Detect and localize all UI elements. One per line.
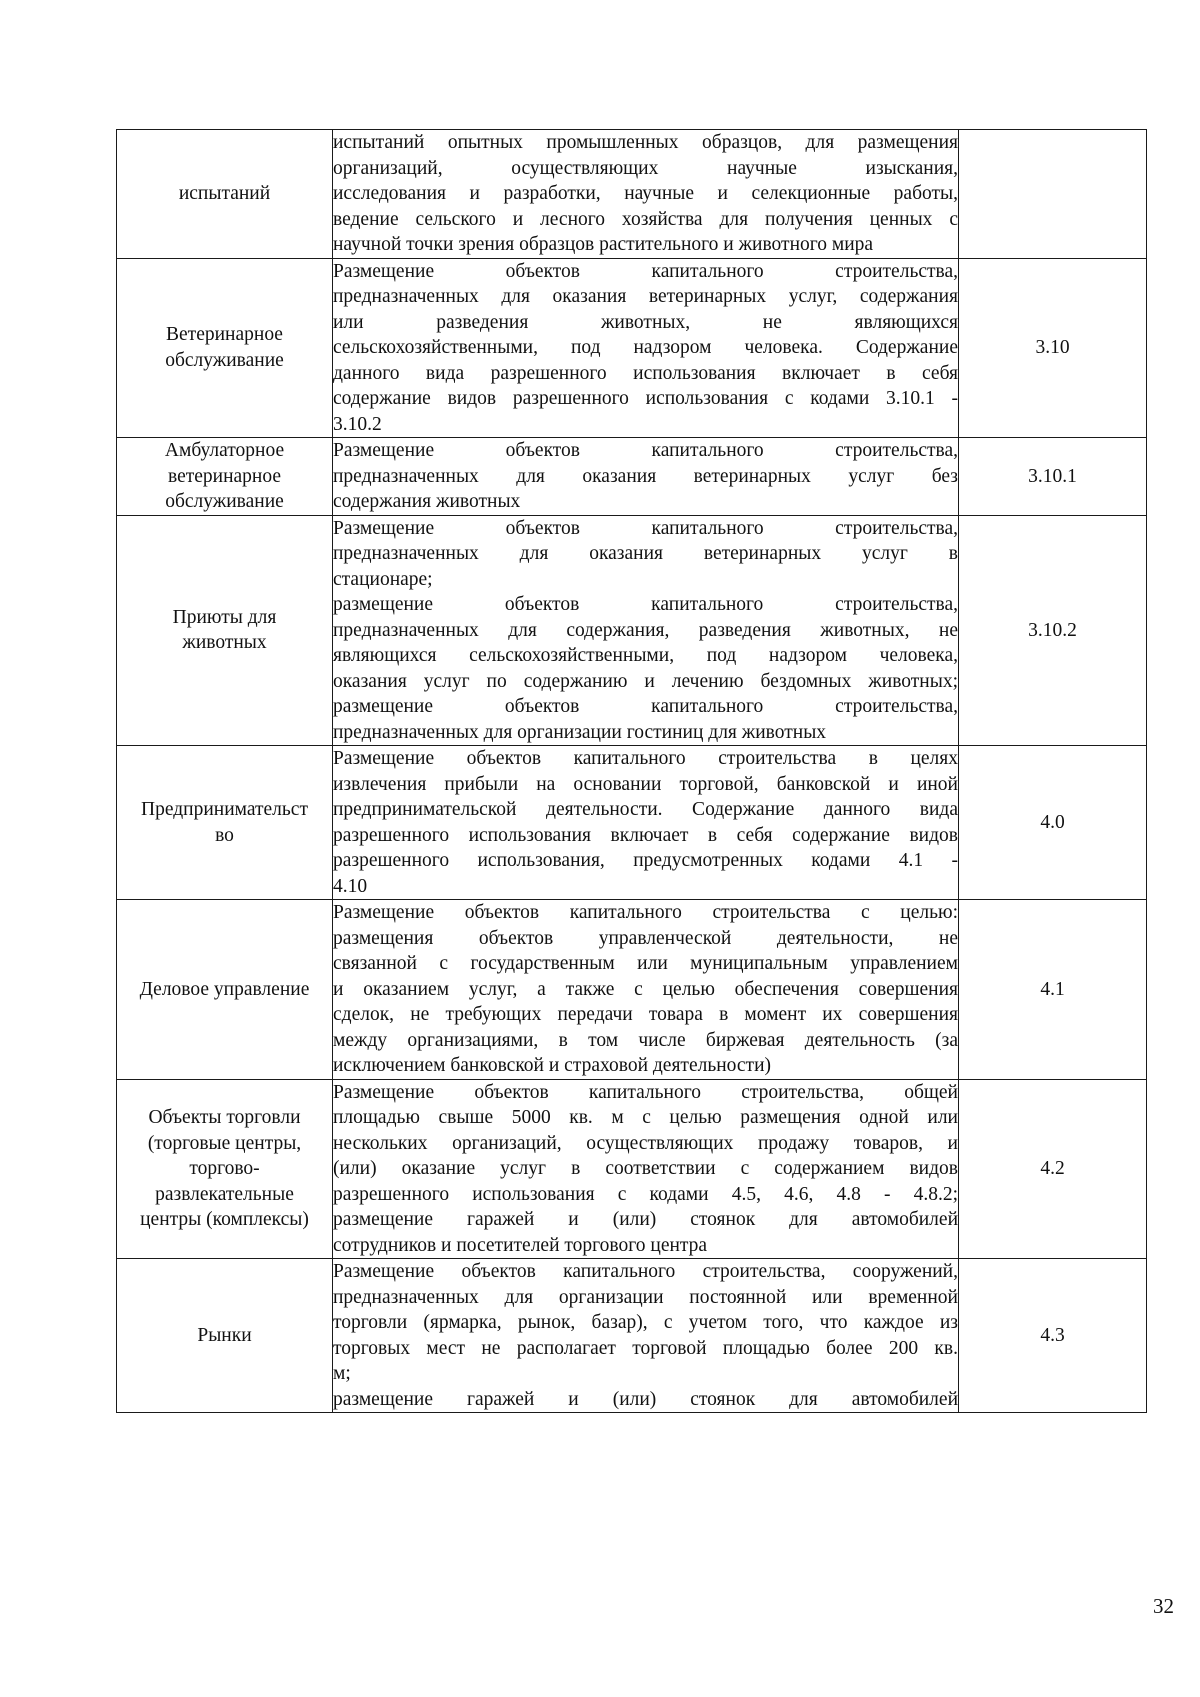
description-line: или разведения животных, не являющихся: [333, 311, 958, 333]
use-type-name-cell: [117, 900, 333, 1080]
description-line: размещение объектов капитального строительства,: [333, 696, 958, 717]
description-line: Размещение объектов капитального строительства, сооружений,: [333, 1261, 958, 1282]
description-line: Размещение объектов капитального строительства,: [333, 260, 958, 282]
use-type-name-cell: [117, 515, 333, 746]
description-line: предназначенных для содержания, разведения животных, не: [333, 619, 958, 641]
description-line: содержания животных: [333, 491, 521, 512]
use-type-name-cell: [117, 1079, 333, 1259]
description-line: данного вида разрешенного использования включает в себя: [333, 362, 958, 384]
use-type-name-line: Ветеринарное: [166, 324, 283, 346]
use-type-description-cell: [333, 130, 959, 259]
description-line: предназначенных для организации постоянной или временной: [333, 1286, 958, 1308]
use-type-name-line: животных: [182, 632, 267, 654]
description-line: разрешенного использования с кодами 4.5, 4.6, 4.8 - 4.8.2;: [333, 1183, 958, 1205]
description-line: предназначенных для оказания ветеринарных услуг, содержания: [333, 286, 958, 307]
description-line: научной точки зрения образцов растительного и животного мира: [333, 234, 874, 255]
description-line: разрешенного использования, предусмотренных кодами 4.1 -: [333, 850, 958, 871]
description-line: предназначенных для организации гостиниц для животных: [333, 721, 827, 743]
description-line: нескольких организаций, осуществляющих продажу товаров, и: [333, 1132, 958, 1154]
use-type-code-cell: 4.1: [959, 900, 1147, 1080]
use-type-name-cell: [117, 130, 333, 259]
description-line: содержание видов разрешенного использования с кодами 3.10.1 -: [333, 388, 958, 409]
description-line: предназначенных для оказания ветеринарных услуг в: [333, 543, 958, 564]
description-line: исключением банковской и страховой деятельности): [333, 1055, 772, 1076]
use-type-name-line: Предпринимательст: [141, 799, 308, 820]
use-type-code-cell: 4.3: [959, 1259, 1147, 1413]
description-line: Размещение объектов капитального строительства,: [333, 517, 958, 539]
use-type-name-line: Объекты торговли: [148, 1107, 301, 1128]
use-type-code-cell: [959, 130, 1147, 259]
description-line: предназначенных для оказания ветеринарных услуг без: [333, 465, 958, 487]
description-line: (или) оказание услуг в соответствии с содержанием видов: [333, 1158, 958, 1179]
use-type-code-cell: 4.2: [959, 1079, 1147, 1259]
use-type-description-cell: [333, 1079, 959, 1259]
description-line: площадью свыше 5000 кв. м с целью размещения одной или: [333, 1107, 958, 1128]
table-row: [117, 258, 1147, 438]
description-line: размещение объектов капитального строительства,: [333, 594, 958, 615]
description-line: между организациями, в том числе биржевая деятельность (за: [333, 1029, 958, 1051]
description-line: ведение сельского и лесного хозяйства для получения ценных с: [333, 208, 958, 230]
description-line: и оказанием услуг, а также с целью обеспечения совершения: [333, 978, 958, 1000]
description-line: Размещение объектов капитального строительства,: [333, 440, 958, 461]
description-line: размещение гаражей и (или) стоянок для автомобилей: [333, 1388, 958, 1410]
table-row: [117, 900, 1147, 1080]
description-line: сотрудников и посетителей торгового центра: [333, 1234, 708, 1256]
use-type-name-line: Рынки: [197, 1324, 252, 1346]
use-type-name-line: обслуживание: [165, 491, 284, 512]
use-type-name-line: ветеринарное: [167, 465, 282, 487]
description-line: сельскохозяйственными, под надзором человека. Содержание: [333, 337, 958, 358]
use-type-name-line: Деловое управление: [139, 978, 310, 1000]
use-type-name-cell: [117, 746, 333, 900]
description-line: Размещение объектов капитального строительства, общей: [333, 1081, 958, 1103]
description-line: исследования и разработки, научные и селекционные работы,: [333, 183, 958, 204]
description-line: оказания услуг по содержанию и лечению бездомных животных;: [333, 670, 958, 692]
use-type-description-cell: [333, 746, 959, 900]
description-line: разрешенного использования включает в себя содержание видов: [333, 824, 958, 846]
use-type-name-line: во: [215, 824, 234, 846]
use-type-name-cell: [117, 438, 333, 516]
use-type-name-cell: [117, 1259, 333, 1413]
description-line: сделок, не требующих передачи товара в момент их совершения: [333, 1004, 958, 1025]
table-row: [117, 1259, 1147, 1413]
table-row: [117, 130, 1147, 259]
table-row: [117, 746, 1147, 900]
description-line: торговых мест не располагает торговой площадью более 200 кв.: [333, 1337, 958, 1359]
description-line: связанной с государственным или муниципальным управлением: [333, 953, 958, 974]
description-line: Размещение объектов капитального строительства в целях: [333, 748, 958, 769]
description-line: торговли (ярмарка, рынок, базар), с учетом того, что каждое из: [333, 1312, 958, 1333]
use-type-code-cell: 3.10.2: [959, 515, 1147, 746]
use-type-description-cell: [333, 258, 959, 438]
description-line: 4.10: [333, 875, 368, 897]
use-type-name-line: Приюты для: [172, 606, 277, 628]
description-line: стационаре;: [333, 568, 433, 590]
page-number: 32: [1153, 1594, 1174, 1618]
use-type-name-line: (торговые центры,: [147, 1132, 302, 1154]
description-line: организаций, осуществляющих научные изыскания,: [333, 157, 958, 179]
use-type-name-line: развлекательные: [155, 1183, 294, 1205]
use-type-code-cell: 4.0: [959, 746, 1147, 900]
description-line: размещение гаражей и (или) стоянок для автомобилей: [333, 1209, 958, 1230]
description-line: извлечения прибыли на основании торговой, банковской и иной: [333, 773, 958, 795]
use-type-name-cell: [117, 258, 333, 438]
table-row: [117, 438, 1147, 516]
land-use-table: [116, 129, 1147, 1413]
use-type-code-cell: 3.10: [959, 258, 1147, 438]
use-type-name-line: торгово-: [189, 1158, 260, 1179]
description-line: Размещение объектов капитального строительства с целью:: [333, 902, 958, 923]
use-type-description-cell: [333, 515, 959, 746]
table-row: [117, 515, 1147, 746]
use-type-name-line: центры (комплексы): [140, 1209, 309, 1230]
use-type-name-line: обслуживание: [165, 349, 284, 371]
use-type-code-cell: 3.10.1: [959, 438, 1147, 516]
description-line: предпринимательской деятельности. Содержание данного вида: [333, 799, 958, 820]
description-line: размещения объектов управленческой деятельности, не: [333, 927, 958, 949]
description-line: испытаний опытных промышленных образцов, для размещения: [333, 132, 958, 153]
description-line: являющихся сельскохозяйственными, под надзором человека,: [333, 645, 958, 666]
use-type-description-cell: [333, 1259, 959, 1413]
use-type-name-line: Амбулаторное: [164, 440, 285, 461]
description-line: 3.10.2: [333, 413, 382, 435]
use-type-description-cell: [333, 900, 959, 1080]
use-type-description-cell: [333, 438, 959, 516]
table-row: [117, 1079, 1147, 1259]
use-type-name-line: испытаний: [178, 183, 271, 204]
description-line: м;: [333, 1363, 351, 1384]
